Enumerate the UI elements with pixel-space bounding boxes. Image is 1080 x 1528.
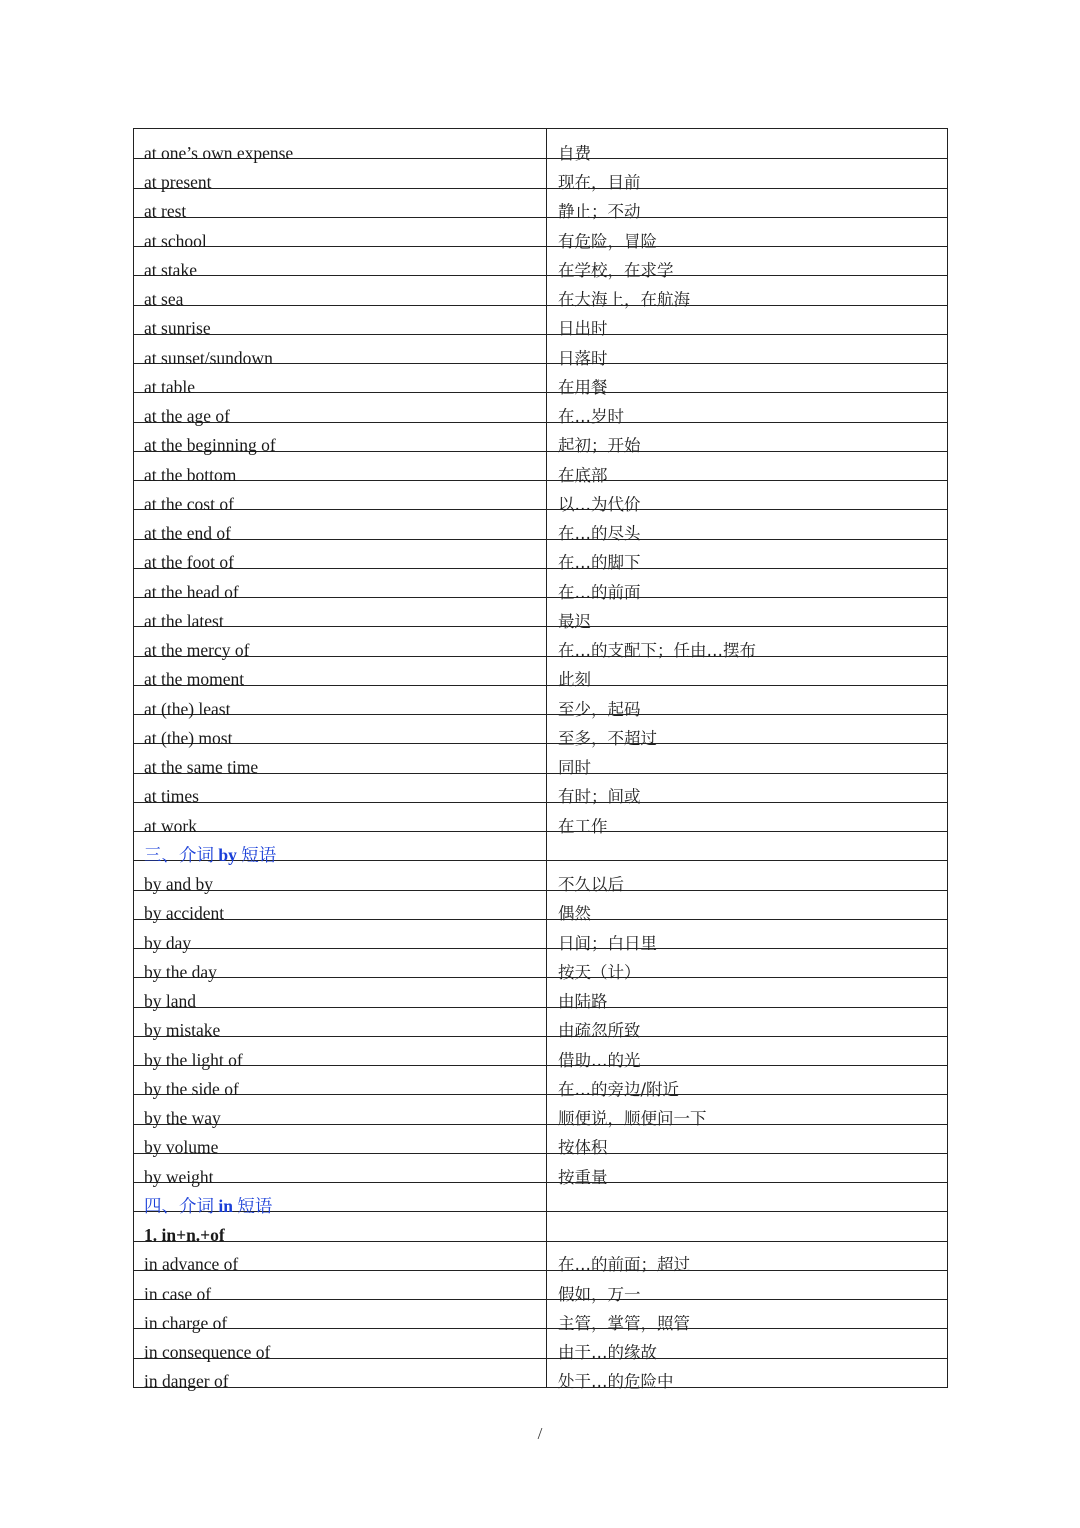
table-row [134, 1241, 947, 1275]
empty-cell [547, 1183, 947, 1211]
phrase-zh: 假如，万一 [558, 1284, 641, 1304]
table-row [134, 1036, 947, 1070]
phrase-en: at rest [134, 189, 547, 217]
phrase-en: at (the) most [134, 715, 547, 743]
phrase-en: in danger of [134, 1359, 547, 1387]
phrase-en: in charge of [134, 1300, 547, 1328]
table-row [134, 1153, 947, 1187]
table-row [134, 334, 947, 368]
phrase-zh: 至少，起码 [558, 699, 641, 719]
table-row [134, 743, 947, 777]
table-row [134, 129, 947, 163]
phrase-en: at sunrise [134, 306, 547, 334]
phrase-zh: 有危险，冒险 [558, 231, 657, 251]
table-row [134, 977, 947, 1011]
table-row [134, 714, 947, 748]
section-heading: 四、介词 in 短语 [134, 1183, 547, 1211]
phrase-zh: 现在，目前 [558, 173, 641, 192]
table-row [134, 1299, 947, 1333]
phrase-zh: 静止；不动 [558, 202, 641, 222]
empty-cell [547, 1212, 947, 1240]
section-heading-row [134, 831, 947, 865]
phrase-zh: 此刻 [558, 670, 591, 690]
table-row [134, 305, 947, 339]
table-row [134, 1007, 947, 1041]
subheading: 1. in+n.+of [134, 1212, 547, 1240]
phrase-zh: 在…的前面；超过 [558, 1255, 690, 1275]
phrase-zh: 由于…的缘故 [558, 1343, 657, 1362]
phrase-zh: 自费 [558, 143, 591, 163]
table-row [134, 1065, 947, 1099]
table-row [134, 568, 947, 602]
phrase-en: at the cost of [134, 481, 547, 509]
phrase-zh: 日落时 [558, 348, 608, 368]
phrase-en: at the moment [134, 657, 547, 685]
table-row [134, 1094, 947, 1128]
phrase-en: at the latest [134, 598, 547, 626]
table-row [134, 1270, 947, 1304]
phrase-en: at the foot of [134, 540, 547, 568]
phrase-en: at the same time [134, 744, 547, 772]
phrase-en: in consequence of [134, 1329, 547, 1357]
phrase-zh: 主管，掌管，照管 [558, 1313, 690, 1333]
table-row [134, 275, 947, 309]
phrase-en: at the head of [134, 569, 547, 597]
phrase-zh: 同时 [558, 758, 591, 777]
phrase-zh: 在…的旁边/附近 [558, 1079, 680, 1099]
phrase-zh: 在…岁时 [558, 407, 624, 426]
table-row [134, 422, 947, 456]
phrase-zh: 在…的脚下 [558, 553, 641, 573]
phrase-en: by day [134, 920, 547, 948]
phrase-zh: 起初；开始 [558, 436, 641, 456]
phrase-en: at (the) least [134, 686, 547, 714]
phrase-en: by accident [134, 891, 547, 919]
phrase-en: by the light of [134, 1037, 547, 1065]
phrase-zh: 有时；间或 [558, 787, 641, 807]
phrase-en: at present [134, 159, 547, 187]
phrase-zh: 最迟 [558, 611, 591, 631]
phrase-en: by and by [134, 861, 547, 889]
phrase-zh: 借助…的光 [558, 1050, 641, 1070]
phrase-zh: 在…的尽头 [558, 524, 641, 543]
phrase-en: in case of [134, 1271, 547, 1299]
phrase-zh: 日出时 [558, 319, 608, 339]
phrase-en: by the day [134, 949, 547, 977]
table-row [134, 890, 947, 924]
table-row [134, 685, 947, 719]
phrase-zh: 在工作 [558, 816, 608, 836]
phrase-en: in advance of [134, 1242, 547, 1270]
phrase-en: by weight [134, 1154, 547, 1182]
phrase-zh: 按重量 [558, 1167, 608, 1187]
phrase-zh: 顺便说，顺便问一下 [558, 1109, 707, 1128]
phrase-zh: 日间；白日里 [558, 933, 657, 953]
section-heading: 三、介词 by 短语 [134, 832, 547, 860]
phrase-zh: 按体积 [558, 1138, 608, 1158]
phrase-en: by mistake [134, 1008, 547, 1036]
table-row [134, 919, 947, 953]
table-row [134, 217, 947, 251]
phrase-zh: 在…的支配下；任由…摆布 [558, 641, 756, 660]
phrase-en: at stake [134, 247, 547, 275]
phrase-zh: 至多，不超过 [558, 728, 657, 748]
phrase-zh: 偶然 [558, 904, 591, 924]
phrase-en: at sea [134, 276, 547, 304]
phrase-zh: 不久以后 [558, 875, 624, 894]
phrase-zh: 按天（计） [558, 962, 641, 982]
phrase-en: at the age of [134, 393, 547, 421]
phrase-en: at work [134, 803, 547, 831]
page-footer: / [537, 1424, 543, 1443]
phrase-en: at the beginning of [134, 423, 547, 451]
phrase-zh: 在大海上，在航海 [558, 290, 690, 309]
phrase-en: by volume [134, 1125, 547, 1153]
phrase-en: by the way [134, 1095, 547, 1123]
table-row [134, 392, 947, 426]
table-row [134, 802, 947, 836]
phrase-en: at the mercy of [134, 627, 547, 655]
table-row [134, 1124, 947, 1158]
phrase-en: at table [134, 364, 547, 392]
phrase-en: at sunset/sundown [134, 335, 547, 363]
phrase-zh: 处于…的危险中 [558, 1372, 674, 1392]
phrase-zh: 在用餐 [558, 377, 608, 397]
table-row [134, 948, 947, 982]
phrase-en: at one’s own expense [134, 129, 547, 158]
table-row [134, 626, 947, 660]
table-row [134, 451, 947, 485]
phrase-zh: 由陆路 [558, 992, 608, 1011]
table-row [134, 539, 947, 573]
phrase-en: at the end of [134, 510, 547, 538]
phrase-zh: 在…的前面 [558, 582, 641, 602]
table-row [134, 480, 947, 514]
empty-cell [547, 832, 947, 860]
phrase-zh: 在底部 [558, 465, 608, 485]
phrase-en: at school [134, 218, 547, 246]
table-row [134, 656, 947, 690]
phrase-en: by the side of [134, 1066, 547, 1094]
table-row [134, 597, 947, 631]
section-heading-row [134, 1182, 947, 1216]
phrase-zh: 在学校，在求学 [558, 260, 674, 280]
phrase-zh: 由疏忽所致 [558, 1021, 641, 1041]
phrase-zh: 以…为代价 [558, 494, 641, 514]
table-row [134, 188, 947, 222]
table-row [134, 246, 947, 280]
phrase-en: at the bottom [134, 452, 547, 480]
table-row [134, 509, 947, 543]
phrase-en: by land [134, 978, 547, 1006]
phrase-table [133, 128, 948, 1392]
table-row [134, 1328, 947, 1362]
phrase-en: at times [134, 774, 547, 802]
